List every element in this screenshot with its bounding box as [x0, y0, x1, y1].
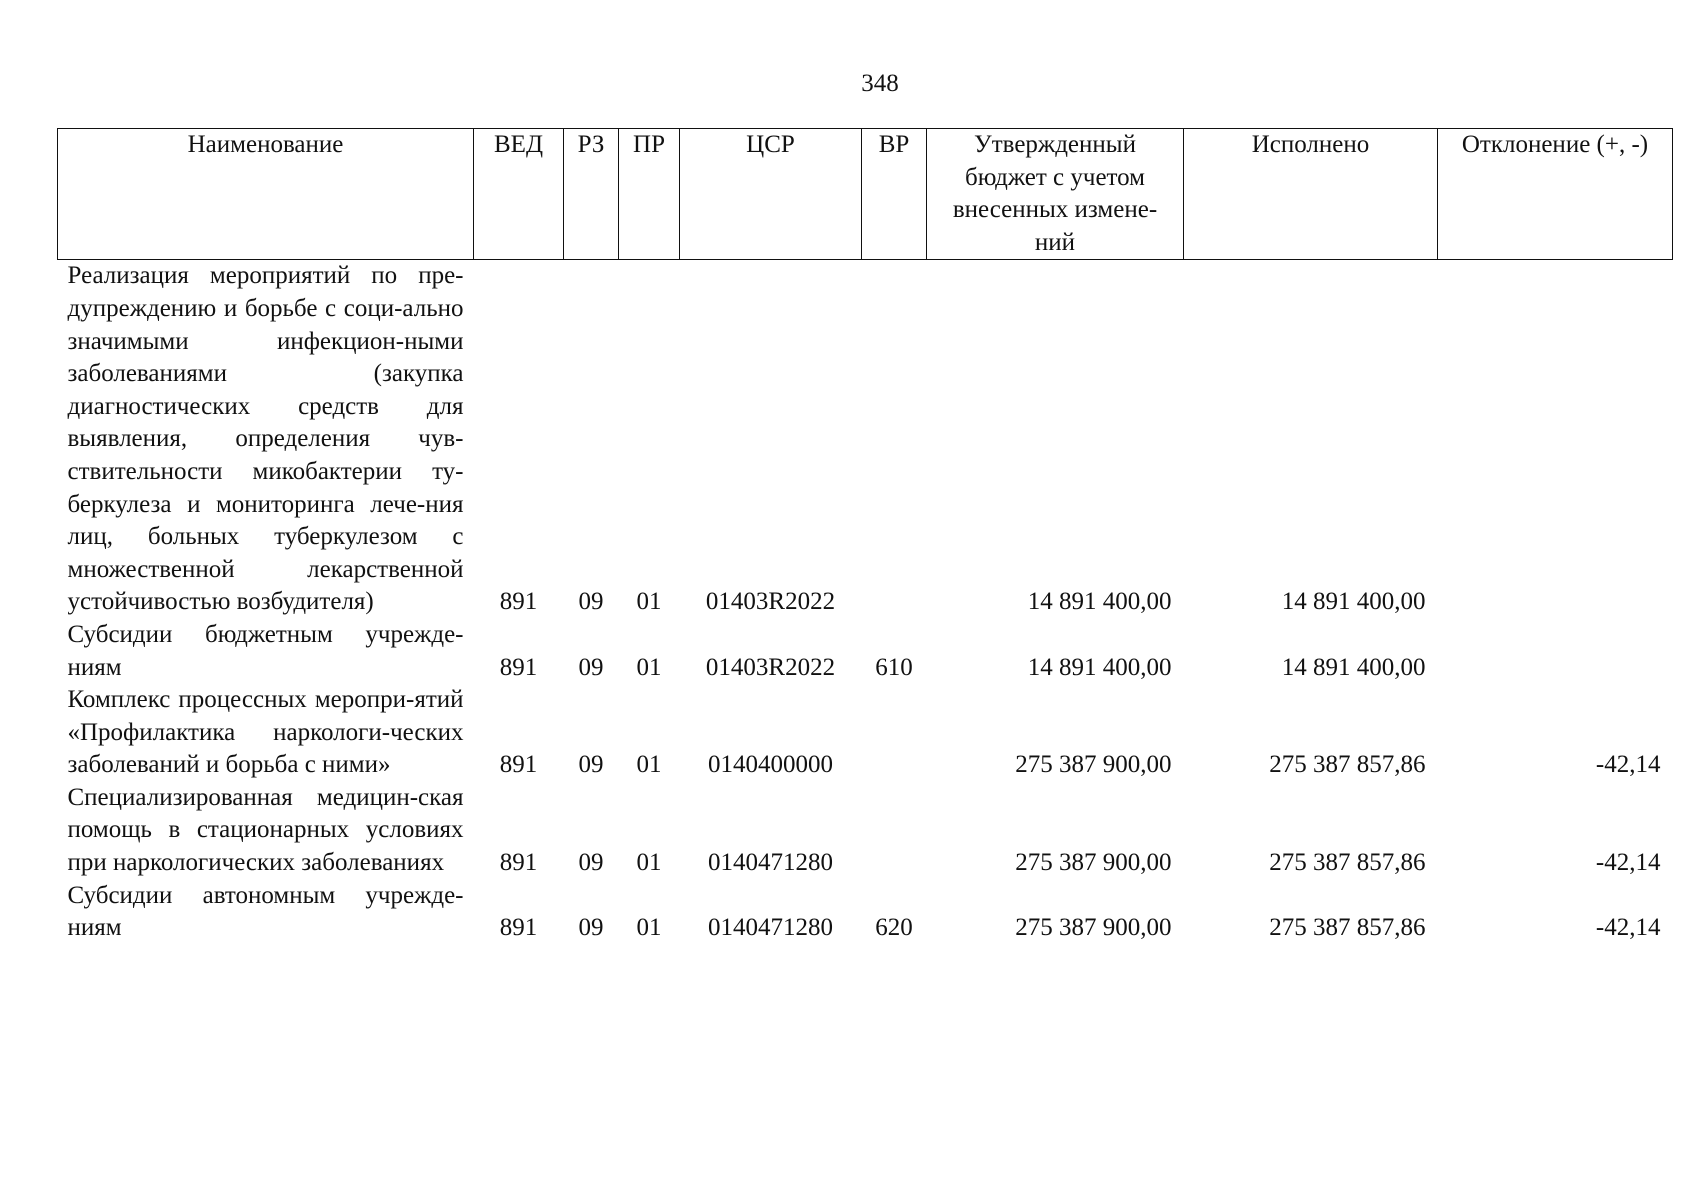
row-csr: 0140400000	[708, 751, 833, 779]
row-csr: 0140471280	[708, 849, 833, 877]
row-name: Реализация мероприятий по пре-дупреждению и борьбе с соци-ально значимыми инфекцион-ными заболеваниями (закупка диагностических средств для выявления, определения чув-ствительности микобактерии ту-беркулеза и мониторинга лече-ния лиц, больных туберкулезом с множественной лекарственной устойчивостью возбудителя)	[67, 262, 464, 616]
table-row	[58, 880, 1673, 945]
table-row	[58, 260, 1673, 619]
row-csr: 01403R2022	[705, 588, 836, 616]
row-rz: 09	[578, 914, 604, 942]
row-approved: 275 387 900,00	[1015, 914, 1172, 942]
header-deviation: Отклонение (+, -)	[1438, 129, 1673, 260]
row-ved: 891	[499, 849, 538, 877]
row-ved: 891	[499, 588, 538, 616]
row-vr: 620	[875, 914, 913, 942]
row-rz: 09	[578, 588, 604, 616]
row-vr: 610	[875, 653, 913, 681]
row-executed: 14 891 400,00	[1281, 653, 1426, 681]
row-ved: 891	[499, 653, 538, 681]
row-rz: 09	[578, 751, 604, 779]
header-ved: ВЕД	[474, 129, 564, 260]
page-number: 348	[861, 70, 899, 97]
row-deviation: -42,14	[1595, 751, 1661, 779]
row-csr: 01403R2022	[705, 653, 836, 681]
row-deviation	[1438, 619, 1673, 684]
row-deviation: -42,14	[1595, 914, 1661, 942]
row-pr: 01	[636, 588, 662, 616]
row-rz: 09	[578, 849, 604, 877]
row-pr: 01	[636, 653, 662, 681]
row-approved: 14 891 400,00	[1027, 653, 1172, 681]
row-ved: 891	[499, 914, 538, 942]
header-approved: Утвержденный бюджет с учетом внесенных измене-ний	[927, 129, 1184, 260]
row-csr: 0140471280	[708, 914, 833, 942]
table-row	[58, 619, 1673, 684]
row-vr	[862, 684, 927, 782]
row-vr	[862, 260, 927, 619]
table-row	[58, 782, 1673, 880]
header-rz: РЗ	[564, 129, 619, 260]
row-executed: 275 387 857,86	[1269, 849, 1426, 877]
row-name: Субсидии бюджетным учрежде-ниям	[67, 620, 464, 681]
header-executed: Исполнено	[1184, 129, 1438, 260]
row-pr: 01	[636, 751, 662, 779]
row-executed: 275 387 857,86	[1269, 751, 1426, 779]
row-name: Специализированная медицин-ская помощь в стационарных условиях при наркологических заболеваниях	[67, 783, 464, 877]
row-approved: 275 387 900,00	[1015, 849, 1172, 877]
budget-execution-table	[57, 128, 1673, 945]
row-executed: 275 387 857,86	[1269, 914, 1426, 942]
row-vr	[862, 782, 927, 880]
row-approved: 14 891 400,00	[1027, 588, 1172, 616]
row-executed: 14 891 400,00	[1281, 588, 1426, 616]
header-vr: ВР	[862, 129, 927, 260]
row-name: Комплекс процессных меропри-ятий «Профилактика наркологи-ческих заболеваний и борьба с ними»	[67, 686, 464, 779]
row-deviation: -42,14	[1595, 849, 1661, 877]
table-header-row	[58, 129, 1673, 260]
row-rz: 09	[578, 653, 604, 681]
row-name: Субсидии автономным учрежде-ниям	[67, 881, 464, 942]
row-approved: 275 387 900,00	[1015, 751, 1172, 779]
row-pr: 01	[636, 849, 662, 877]
header-csr: ЦСР	[680, 129, 862, 260]
row-pr: 01	[636, 914, 662, 942]
row-deviation	[1438, 260, 1673, 619]
header-name: Наименование	[58, 129, 474, 260]
row-ved: 891	[499, 751, 538, 779]
header-pr: ПР	[619, 129, 680, 260]
table-row	[58, 684, 1673, 782]
